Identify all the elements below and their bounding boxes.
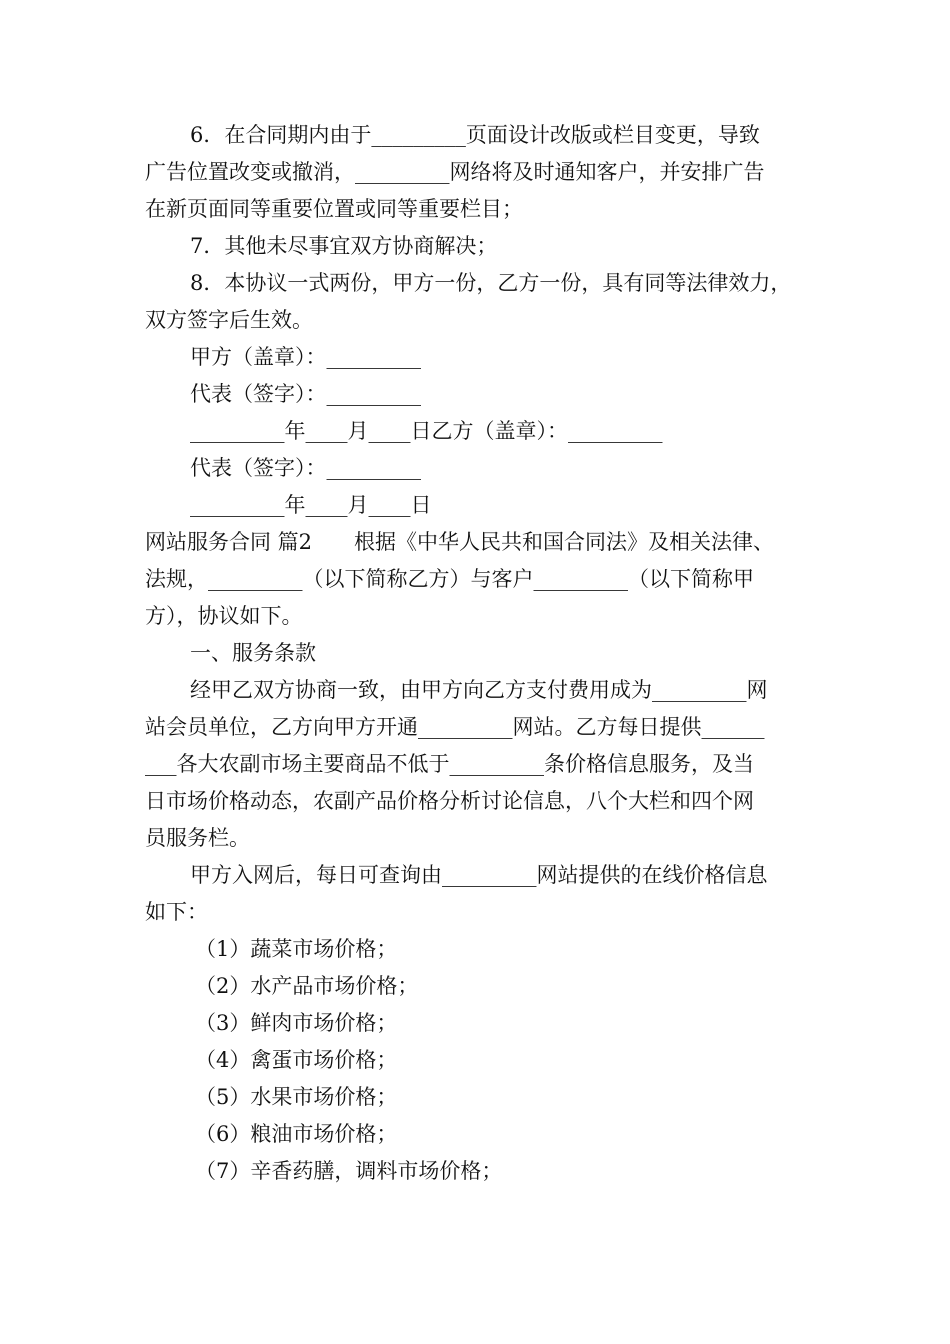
list-item: （6）粮油市场价格； xyxy=(195,1122,398,1146)
service-terms-line-4: 日市场价格动态，农副产品价格分析讨论信息，八个大栏和四个网 xyxy=(145,789,754,813)
date-and-party-b-seal: _________年____月____日乙方（盖章）：_________ xyxy=(190,419,663,443)
party-a-seal: 甲方（盖章）：_________ xyxy=(190,345,421,369)
clause-8-line-1: 8．本协议一式两份，甲方一份，乙方一份，具有同等法律效力， xyxy=(190,271,792,295)
contract-2-intro-line-3: 方），协议如下。 xyxy=(145,604,303,628)
section-heading-service-terms: 一、服务条款 xyxy=(190,641,316,665)
list-item: （2）水产品市场价格； xyxy=(195,974,419,998)
list-item: （1）蔬菜市场价格； xyxy=(195,937,398,961)
clause-6-line-2: 广告位置改变或撤消，_________网络将及时通知客户，并安排广告 xyxy=(145,160,765,184)
price-info-intro-line-1: 甲方入网后，每日可查询由_________网站提供的在线价格信息 xyxy=(190,863,768,887)
clause-6-line-3: 在新页面同等重要位置或同等重要栏目； xyxy=(145,197,523,221)
list-item: （3）鲜肉市场价格； xyxy=(195,1011,398,1035)
signing-date: _________年____月____日 xyxy=(190,493,432,517)
clause-7: 7．其他未尽事宜双方协商解决； xyxy=(190,234,498,258)
party-b-representative: 代表（签字）：_________ xyxy=(190,456,421,480)
clause-8-line-2: 双方签字后生效。 xyxy=(145,308,313,332)
service-terms-line-5: 员服务栏。 xyxy=(145,826,250,850)
service-terms-line-3: ___各大农副市场主要商品不低于_________条价格信息服务，及当 xyxy=(145,752,754,776)
service-terms-line-2: 站会员单位，乙方向甲方开通_________网站。乙方每日提供______ xyxy=(145,715,765,739)
list-item: （7）辛香药膳，调料市场价格； xyxy=(195,1159,503,1183)
clause-6-line-1: 6．在合同期内由于_________页面设计改版或栏目变更，导致 xyxy=(190,123,760,147)
contract-2-intro-line-2: 法规，_________（以下简称乙方）与客户_________（以下简称甲 xyxy=(145,567,754,591)
document-body xyxy=(145,117,815,1190)
list-item: （5）水果市场价格； xyxy=(195,1085,398,1109)
list-item: （4）禽蛋市场价格； xyxy=(195,1048,398,1072)
party-a-representative: 代表（签字）：_________ xyxy=(190,382,421,406)
contract-2-heading: 网站服务合同 篇2 根据《中华人民共和国合同法》及相关法律、 xyxy=(145,530,775,554)
service-terms-line-1: 经甲乙双方协商一致，由甲方向乙方支付费用成为_________网 xyxy=(190,678,768,702)
price-info-intro-line-2: 如下： xyxy=(145,900,208,924)
